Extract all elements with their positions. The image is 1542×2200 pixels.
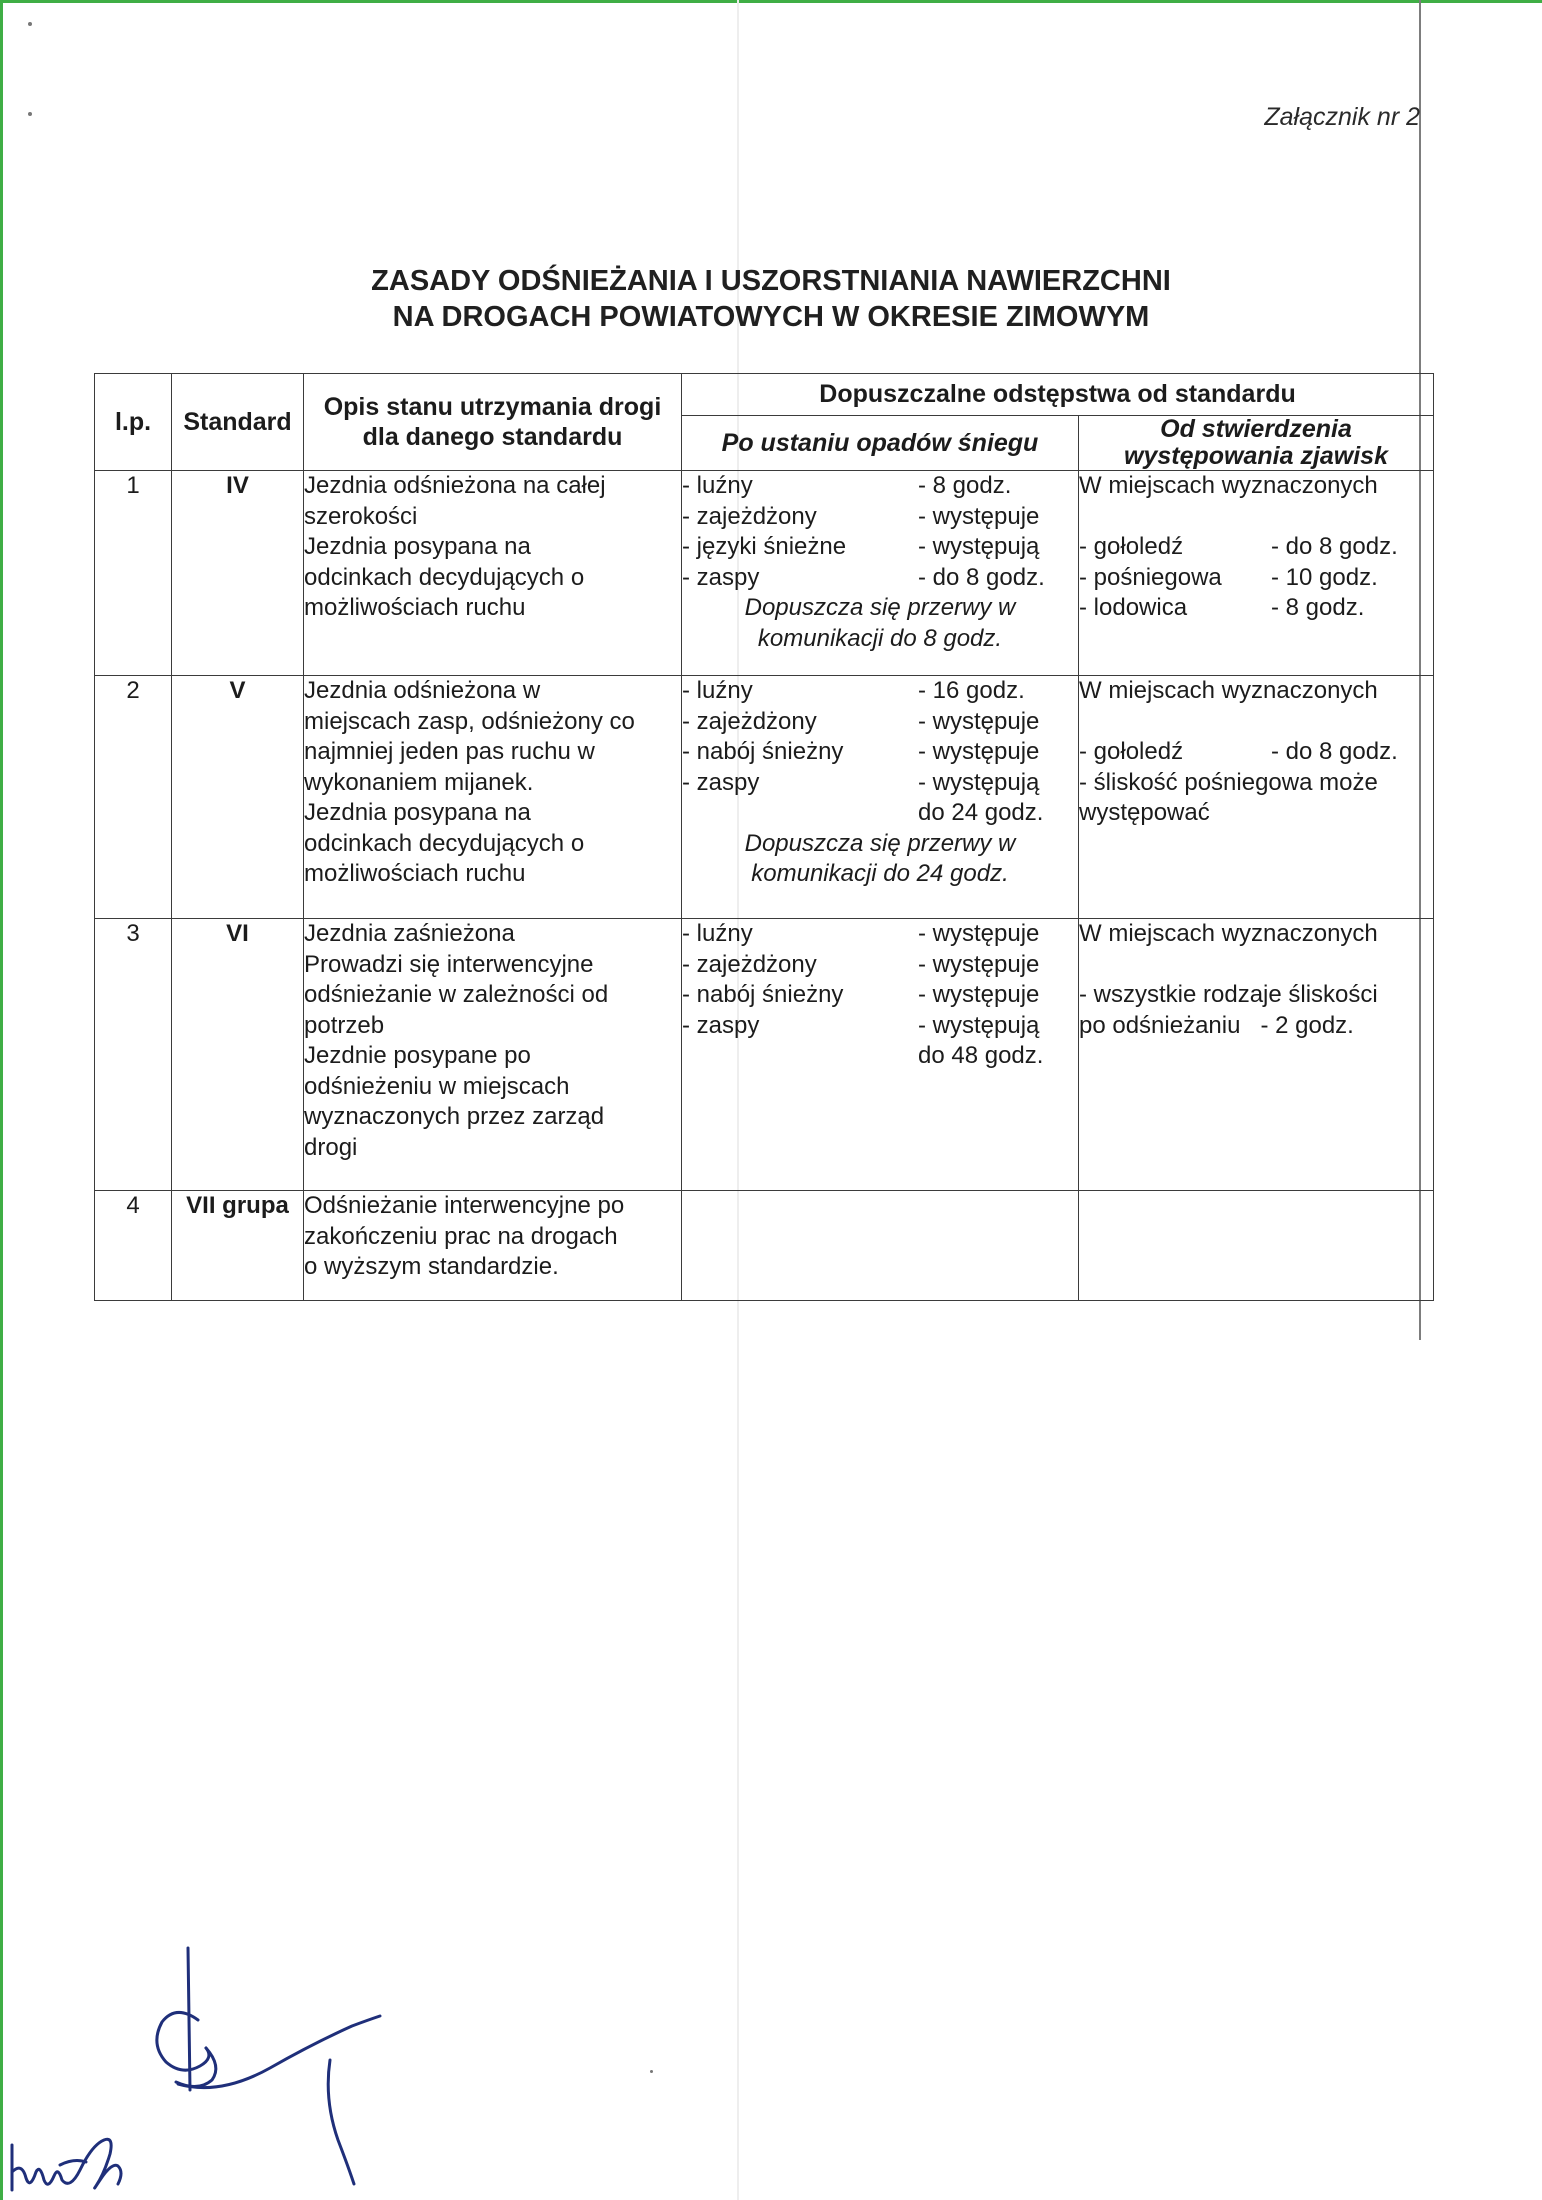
description-line: o wyższym standardzie.	[304, 1253, 559, 1280]
description-line: potrzeb	[304, 1011, 385, 1039]
row-number: 4	[95, 1191, 172, 1301]
deviation-item: - nabój śnieżny - występuje	[682, 738, 1040, 765]
description-line: możliwościach ruchu	[304, 860, 526, 887]
attachment-label: Załącznik nr 2	[1264, 103, 1420, 131]
description-line: szerokości	[304, 502, 418, 530]
row-after-snowfall	[682, 1191, 1079, 1301]
description-line: najmniej jeden pas ruchu w	[304, 738, 595, 765]
deviation-item: - zajeżdżony - występuje	[682, 707, 1040, 735]
scan-border-top	[0, 0, 1542, 3]
deviation-item: - zaspy - występują	[682, 768, 1040, 796]
detection-line: występować	[1079, 799, 1210, 826]
detection-line: po odśnieżaniu - 2 godz.	[1079, 1011, 1354, 1039]
row-after-snowfall	[682, 471, 1079, 676]
description-line: odśnieżeniu w miejscach	[304, 1072, 570, 1100]
row-standard: VI	[172, 919, 304, 1191]
deviation-note: komunikacji do 24 godz.	[751, 860, 1009, 887]
detection-heading: W miejscach wyznaczonych	[1079, 677, 1378, 704]
header-standard: Standard	[172, 374, 304, 471]
detection-item: - pośniegowa - 10 godz.	[1079, 563, 1378, 591]
handwritten-signatures	[0, 1940, 500, 2200]
table-row	[95, 471, 1434, 676]
row-standard: IV	[172, 471, 304, 676]
row-description	[304, 676, 682, 919]
scan-speck	[28, 22, 32, 26]
document-title-line-1: ZASADY ODŚNIEŻANIA I USZORSTNIANIA NAWIERZCHNI	[371, 265, 1171, 297]
deviation-duration: do 24 godz.	[918, 799, 1044, 826]
table-row	[95, 676, 1434, 919]
description-line: Jezdnia posypana na	[304, 799, 531, 826]
header-from-detection: Od stwierdzenia występowania zjawisk	[1079, 416, 1434, 471]
description-line: odśnieżanie w zależności od	[304, 981, 609, 1008]
deviation-note: komunikacji do 8 godz.	[757, 624, 1003, 652]
row-description	[304, 1191, 682, 1301]
header-lp: l.p.	[95, 374, 172, 471]
table-row	[95, 1191, 1434, 1301]
row-from-detection	[1079, 919, 1434, 1191]
row-from-detection	[1079, 676, 1434, 919]
deviation-item: - zaspy - do 8 godz.	[682, 563, 1045, 591]
deviation-note: Dopuszcza się przerwy w	[744, 594, 1016, 621]
description-line: Jezdnia posypana na	[304, 533, 531, 560]
row-description	[304, 471, 682, 676]
detection-line: - śliskość pośniegowa może	[1079, 768, 1378, 796]
row-standard: V	[172, 676, 304, 919]
header-description: Opis stanu utrzymania drogi dla danego standardu	[304, 374, 682, 471]
description-line: możliwościach ruchu	[304, 594, 526, 621]
description-line: Jezdnia zaśnieżona	[304, 920, 515, 947]
description-line: Jezdnia odśnieżona w	[304, 677, 541, 704]
deviation-item: - luźny - 16 godz.	[682, 677, 1025, 704]
detection-item: - lodowica - 8 godz.	[1079, 594, 1365, 621]
description-line: Odśnieżanie interwencyjne po	[304, 1192, 625, 1219]
description-line: odcinkach decydujących o	[304, 563, 585, 591]
row-number: 3	[95, 919, 172, 1191]
standards-table	[94, 373, 1434, 1301]
deviation-item: - luźny - 8 godz.	[682, 472, 1012, 499]
scan-speck	[650, 2070, 653, 2073]
deviation-item: - nabój śnieżny - występuje	[682, 981, 1040, 1008]
row-description	[304, 919, 682, 1191]
description-line: wyznaczonych przez zarząd	[304, 1103, 605, 1130]
deviation-item: - luźny - występuje	[682, 920, 1040, 947]
description-line: miejscach zasp, odśnieżony co	[304, 707, 635, 735]
document-title-line-2: NA DROGACH POWIATOWYCH W OKRESIE ZIMOWYM	[392, 301, 1150, 333]
description-line: Prowadzi się interwencyjne	[304, 950, 594, 978]
deviation-item: - zaspy - występują	[682, 1011, 1040, 1039]
deviation-duration: do 48 godz.	[918, 1042, 1044, 1069]
description-line: odcinkach decydujących o	[304, 829, 585, 857]
description-line: wykonaniem mijanek.	[304, 768, 534, 796]
description-line: Jezdnie posypane po	[304, 1042, 531, 1069]
header-deviations: Dopuszczalne odstępstwa od standardu	[682, 374, 1434, 416]
row-from-detection	[1079, 471, 1434, 676]
deviation-item: - języki śnieżne - występują	[682, 533, 1040, 560]
row-after-snowfall	[682, 676, 1079, 919]
deviation-note: Dopuszcza się przerwy w	[744, 829, 1016, 857]
deviation-item: - zajeżdżony - występuje	[682, 502, 1040, 530]
table-row	[95, 919, 1434, 1191]
deviation-item: - zajeżdżony - występuje	[682, 950, 1040, 978]
description-line: drogi	[304, 1133, 358, 1161]
description-line: Jezdnia odśnieżona na całej	[304, 472, 606, 499]
scan-speck	[28, 112, 32, 116]
row-standard: VII grupa	[172, 1191, 304, 1301]
row-from-detection	[1079, 1191, 1434, 1301]
row-number: 2	[95, 676, 172, 919]
header-after-snowfall: Po ustaniu opadów śniegu	[682, 416, 1079, 471]
detection-heading: W miejscach wyznaczonych	[1079, 920, 1378, 947]
detection-item: - gołoledź - do 8 godz.	[1079, 533, 1398, 560]
row-after-snowfall	[682, 919, 1079, 1191]
description-line: zakończeniu prac na drogach	[304, 1222, 618, 1250]
detection-item: - gołoledź - do 8 godz.	[1079, 738, 1398, 765]
row-number: 1	[95, 471, 172, 676]
detection-heading: W miejscach wyznaczonych	[1079, 472, 1378, 499]
detection-line: - wszystkie rodzaje śliskości	[1079, 981, 1378, 1008]
